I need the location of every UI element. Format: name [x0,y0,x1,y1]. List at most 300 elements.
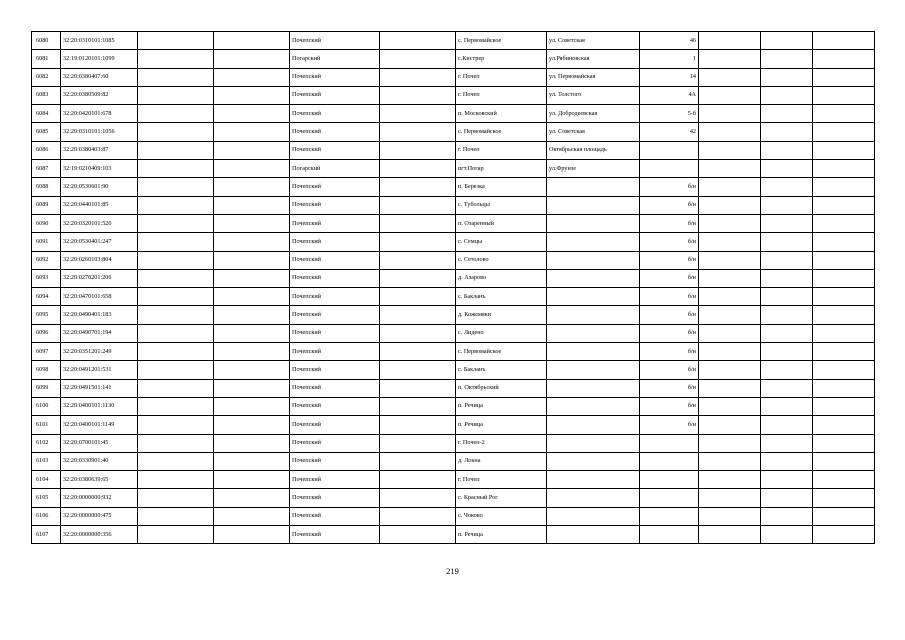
empty-cell [761,196,813,214]
table-row [32,452,875,470]
empty-cell [761,361,813,379]
locality-cell: с. Сетолово [456,251,547,269]
house-number-cell: 42 [640,123,699,141]
house-number-cell: 1 [640,50,699,68]
empty-cell [138,86,214,104]
empty-cell [214,471,290,489]
empty-cell [699,123,761,141]
row-number-cell: 6081 [32,50,61,68]
table-row [32,526,875,544]
empty-cell [214,416,290,434]
cadastral-number-cell: 32:20:0380639:65 [61,471,138,489]
district-cell: Почепский [290,178,380,196]
empty-cell [138,233,214,251]
empty-cell [380,160,456,178]
empty-cell [214,324,290,342]
cadastral-number-cell: 32:19:0210409:103 [61,160,138,178]
empty-cell [380,489,456,507]
house-number-cell [640,471,699,489]
empty-cell [380,178,456,196]
row-number-cell: 6091 [32,233,61,251]
empty-cell [761,288,813,306]
registry-table-body [32,32,875,544]
locality-cell: с. Тубольцы [456,196,547,214]
empty-cell [813,452,875,470]
row-number-cell: 6098 [32,361,61,379]
empty-cell [138,434,214,452]
street-cell [547,343,640,361]
locality-cell: п. Речица [456,397,547,415]
empty-cell [138,32,214,50]
empty-cell [380,233,456,251]
empty-cell [813,324,875,342]
empty-cell [214,68,290,86]
empty-cell [138,343,214,361]
house-number-cell: б/н [640,196,699,214]
locality-cell: п. Октябрьский [456,379,547,397]
locality-cell: с. Лидено [456,324,547,342]
empty-cell [699,361,761,379]
district-cell: Почепский [290,141,380,159]
empty-cell [699,233,761,251]
empty-cell [214,214,290,232]
locality-cell: п. Озаренный [456,214,547,232]
empty-cell [699,452,761,470]
house-number-cell: б/н [640,306,699,324]
table-row [32,86,875,104]
empty-cell [380,86,456,104]
row-number-cell: 6107 [32,526,61,544]
empty-cell [813,141,875,159]
empty-cell [699,379,761,397]
empty-cell [380,141,456,159]
locality-cell: с. Первомайское [456,32,547,50]
house-number-cell: 46 [640,32,699,50]
empty-cell [214,141,290,159]
house-number-cell [640,434,699,452]
cadastral-number-cell: 32:20:0420101:678 [61,105,138,123]
house-number-cell: б/н [640,416,699,434]
table-row [32,50,875,68]
table-row [32,160,875,178]
table-row [32,178,875,196]
row-number-cell: 6101 [32,416,61,434]
house-number-cell: б/н [640,397,699,415]
empty-cell [813,214,875,232]
empty-cell [138,123,214,141]
empty-cell [138,379,214,397]
row-number-cell: 6100 [32,397,61,415]
empty-cell [761,416,813,434]
locality-cell: с. Бакланъ [456,361,547,379]
empty-cell [214,86,290,104]
empty-cell [761,50,813,68]
street-cell [547,507,640,525]
street-cell: ул. Толстого [547,86,640,104]
cadastral-number-cell: 32:20:0700101:45 [61,434,138,452]
cadastral-number-cell: 32:20:0320101:520 [61,214,138,232]
empty-cell [813,233,875,251]
empty-cell [380,306,456,324]
empty-cell [380,397,456,415]
empty-cell [380,343,456,361]
empty-cell [761,160,813,178]
street-cell [547,489,640,507]
empty-cell [214,306,290,324]
row-number-cell: 6083 [32,86,61,104]
cadastral-number-cell: 32:20:0000000:356 [61,526,138,544]
locality-cell: с. Чоково [456,507,547,525]
table-row [32,288,875,306]
empty-cell [813,397,875,415]
cadastral-number-cell: 32:20:0380407:60 [61,68,138,86]
empty-cell [380,507,456,525]
empty-cell [380,50,456,68]
empty-cell [761,105,813,123]
empty-cell [214,269,290,287]
row-number-cell: 6080 [32,32,61,50]
cadastral-number-cell: 32:20:0491501:141 [61,379,138,397]
empty-cell [138,397,214,415]
house-number-cell [640,141,699,159]
locality-cell: пгт.Погар [456,160,547,178]
table-row [32,434,875,452]
house-number-cell: б/н [640,251,699,269]
empty-cell [813,160,875,178]
table-row [32,489,875,507]
cadastral-number-cell: 32:20:0351201:249 [61,343,138,361]
empty-cell [214,397,290,415]
empty-cell [761,397,813,415]
district-cell: Почепский [290,452,380,470]
empty-cell [761,123,813,141]
district-cell: Почепский [290,416,380,434]
empty-cell [699,68,761,86]
empty-cell [699,86,761,104]
cadastral-number-cell: 32:20:0260103:804 [61,251,138,269]
district-cell: Погарский [290,50,380,68]
empty-cell [761,306,813,324]
cadastral-number-cell: 32:20:0310101:1056 [61,123,138,141]
empty-cell [138,416,214,434]
cadastral-number-cell: 32:20:0000000:475 [61,507,138,525]
table-row [32,343,875,361]
empty-cell [813,379,875,397]
house-number-cell: б/н [640,269,699,287]
street-cell [547,288,640,306]
empty-cell [699,343,761,361]
table-row [32,32,875,50]
empty-cell [380,471,456,489]
empty-cell [813,416,875,434]
empty-cell [380,452,456,470]
empty-cell [380,123,456,141]
street-cell [547,397,640,415]
empty-cell [699,160,761,178]
empty-cell [214,196,290,214]
empty-cell [380,251,456,269]
street-cell: ул. Советская [547,123,640,141]
locality-cell: д. Локна [456,452,547,470]
empty-cell [761,343,813,361]
house-number-cell [640,526,699,544]
house-number-cell: 4А [640,86,699,104]
district-cell: Почепский [290,343,380,361]
street-cell: ул.Фрунзе [547,160,640,178]
empty-cell [813,306,875,324]
street-cell [547,416,640,434]
empty-cell [138,68,214,86]
empty-cell [813,269,875,287]
locality-cell: с. Бакланъ [456,288,547,306]
row-number-cell: 6088 [32,178,61,196]
empty-cell [699,471,761,489]
cadastral-number-cell: 32:20:0530401:247 [61,233,138,251]
empty-cell [380,68,456,86]
row-number-cell: 6082 [32,68,61,86]
empty-cell [138,361,214,379]
row-number-cell: 6092 [32,251,61,269]
locality-cell: п. Речица [456,526,547,544]
empty-cell [761,178,813,196]
empty-cell [380,434,456,452]
street-cell [547,324,640,342]
street-cell: ул. Первомайская [547,68,640,86]
empty-cell [380,32,456,50]
empty-cell [699,178,761,196]
empty-cell [138,489,214,507]
empty-cell [699,269,761,287]
empty-cell [761,251,813,269]
empty-cell [761,86,813,104]
table-row [32,141,875,159]
empty-cell [813,361,875,379]
table-row [32,233,875,251]
street-cell: ул. Добродеевская [547,105,640,123]
district-cell: Погарский [290,160,380,178]
empty-cell [699,434,761,452]
row-number-cell: 6104 [32,471,61,489]
empty-cell [138,251,214,269]
table-row [32,269,875,287]
street-cell [547,452,640,470]
empty-cell [699,50,761,68]
row-number-cell: 6094 [32,288,61,306]
row-number-cell: 6086 [32,141,61,159]
district-cell: Почепский [290,526,380,544]
empty-cell [138,160,214,178]
empty-cell [813,288,875,306]
empty-cell [699,288,761,306]
cadastral-number-cell: 32:20:0400101:1130 [61,397,138,415]
empty-cell [380,288,456,306]
house-number-cell: 14 [640,68,699,86]
page-number: 219 [446,566,459,576]
locality-cell: п. Березка [456,178,547,196]
street-cell [547,471,640,489]
cadastral-number-cell: 32:20:0380509:82 [61,86,138,104]
table-row [32,416,875,434]
empty-cell [214,379,290,397]
house-number-cell: б/н [640,288,699,306]
house-number-cell: б/н [640,214,699,232]
row-number-cell: 6102 [32,434,61,452]
empty-cell [761,452,813,470]
empty-cell [214,489,290,507]
row-number-cell: 6089 [32,196,61,214]
street-cell [547,214,640,232]
empty-cell [380,196,456,214]
district-cell: Почепский [290,397,380,415]
empty-cell [138,141,214,159]
cadastral-number-cell: 32:20:0530601:90 [61,178,138,196]
house-number-cell [640,489,699,507]
district-cell: Почепский [290,361,380,379]
locality-cell: с. Первомайское [456,123,547,141]
empty-cell [380,526,456,544]
table-row [32,324,875,342]
street-cell [547,361,640,379]
empty-cell [699,141,761,159]
empty-cell [138,452,214,470]
empty-cell [813,507,875,525]
empty-cell [761,434,813,452]
empty-cell [214,526,290,544]
cadastral-number-cell: 32:20:0400101:1149 [61,416,138,434]
empty-cell [761,32,813,50]
table-row [32,214,875,232]
empty-cell [214,50,290,68]
empty-cell [380,361,456,379]
empty-cell [214,434,290,452]
cadastral-number-cell: 32:20:0470101:658 [61,288,138,306]
table-row [32,397,875,415]
cadastral-number-cell: 32:20:0491201:531 [61,361,138,379]
empty-cell [138,526,214,544]
cadastral-number-cell: 32:20:0270201:206 [61,269,138,287]
house-number-cell: б/н [640,324,699,342]
empty-cell [380,324,456,342]
empty-cell [138,306,214,324]
empty-cell [214,178,290,196]
empty-cell [761,471,813,489]
empty-cell [214,233,290,251]
empty-cell [138,50,214,68]
street-cell [547,269,640,287]
locality-cell: с. Красный Рог [456,489,547,507]
cadastral-number-cell: 32:19:0120101:1099 [61,50,138,68]
district-cell: Почепский [290,251,380,269]
district-cell: Почепский [290,233,380,251]
street-cell [547,178,640,196]
district-cell: Почепский [290,434,380,452]
district-cell: Почепский [290,471,380,489]
row-number-cell: 6097 [32,343,61,361]
row-number-cell: 6087 [32,160,61,178]
empty-cell [138,507,214,525]
row-number-cell: 6095 [32,306,61,324]
empty-cell [138,178,214,196]
district-cell: Почепский [290,288,380,306]
empty-cell [699,507,761,525]
row-number-cell: 6093 [32,269,61,287]
house-number-cell: б/н [640,379,699,397]
street-cell [547,196,640,214]
table-row [32,379,875,397]
table-row [32,507,875,525]
empty-cell [214,361,290,379]
district-cell: Почепский [290,86,380,104]
locality-cell: г. Почеп-2 [456,434,547,452]
street-cell: ул.Рябиновская [547,50,640,68]
house-number-cell: б/н [640,361,699,379]
cadastral-number-cell: 32:20:0490701:194 [61,324,138,342]
street-cell [547,379,640,397]
empty-cell [214,32,290,50]
locality-cell: с. Первомайское [456,343,547,361]
cadastral-number-cell: 32:20:0490401:183 [61,306,138,324]
empty-cell [761,507,813,525]
house-number-cell: 5-б [640,105,699,123]
empty-cell [214,123,290,141]
row-number-cell: 6103 [32,452,61,470]
empty-cell [214,288,290,306]
locality-cell: д. Азарово [456,269,547,287]
empty-cell [813,489,875,507]
empty-cell [699,306,761,324]
table-row [32,123,875,141]
empty-cell [761,526,813,544]
table-row [32,471,875,489]
empty-cell [813,343,875,361]
locality-cell: д. Кожемяки [456,306,547,324]
empty-cell [699,397,761,415]
locality-cell: п. Речица [456,416,547,434]
street-cell [547,526,640,544]
empty-cell [380,416,456,434]
row-number-cell: 6106 [32,507,61,525]
empty-cell [380,379,456,397]
empty-cell [761,379,813,397]
empty-cell [214,507,290,525]
empty-cell [380,105,456,123]
empty-cell [138,269,214,287]
empty-cell [699,196,761,214]
row-number-cell: 6084 [32,105,61,123]
empty-cell [813,434,875,452]
empty-cell [699,251,761,269]
empty-cell [813,86,875,104]
cadastral-number-cell: 32:20:0440101:85 [61,196,138,214]
street-cell: Октябрьская площадь [547,141,640,159]
house-number-cell [640,507,699,525]
empty-cell [138,214,214,232]
empty-cell [214,160,290,178]
empty-cell [138,196,214,214]
cadastral-number-cell: 32:20:0380403:87 [61,141,138,159]
house-number-cell: б/н [640,343,699,361]
empty-cell [761,68,813,86]
table-row [32,306,875,324]
empty-cell [138,324,214,342]
district-cell: Почепский [290,214,380,232]
locality-cell: с.Кистрер [456,50,547,68]
registry-table [31,31,875,544]
empty-cell [813,526,875,544]
empty-cell [214,251,290,269]
empty-cell [813,32,875,50]
empty-cell [699,416,761,434]
